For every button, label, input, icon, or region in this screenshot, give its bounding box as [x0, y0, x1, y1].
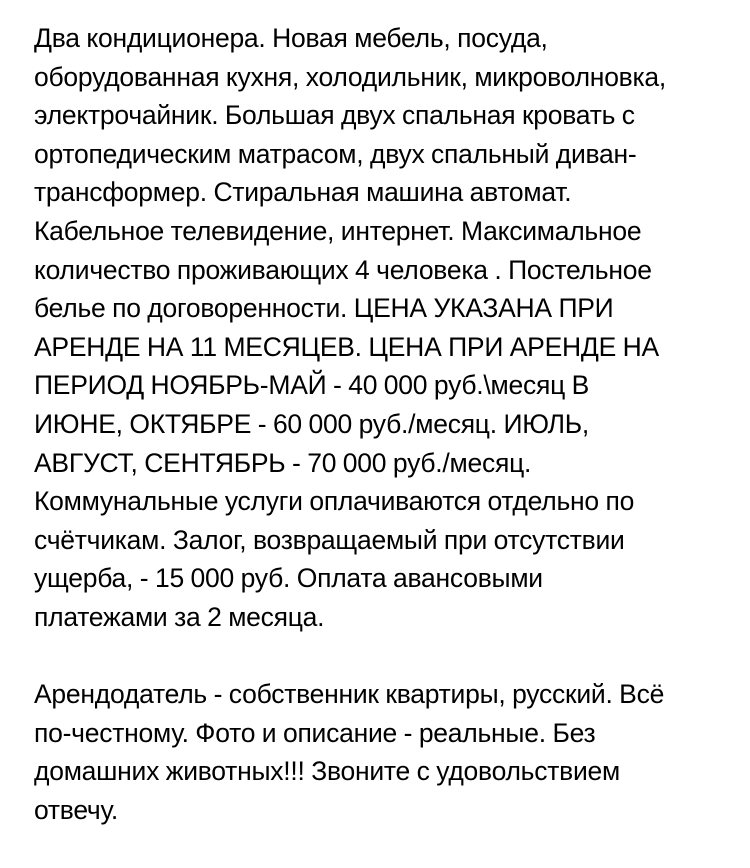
- text-line: отвечу.: [34, 794, 118, 825]
- text-line: ПЕРИОД НОЯБРЬ-МАЙ - 40 000 руб.\месяц В: [34, 370, 590, 401]
- paragraph-gap: [34, 637, 730, 676]
- text-line: Кабельное телевидение, интернет. Максимальное: [34, 215, 642, 246]
- text-line: ущерба, - 15 000 руб. Оплата авансовыми: [34, 563, 543, 594]
- text-line: оборудованная кухня, холодильник, микроволновка,: [34, 61, 667, 92]
- text-line: трансформер. Стиральная машина автомат.: [34, 177, 572, 208]
- text-line: АВГУСТ, СЕНТЯБРЬ - 70 000 руб./месяц.: [34, 447, 532, 478]
- text-line: электрочайник. Большая двух спальная кровать с: [34, 100, 635, 131]
- text-line: по-честному. Фото и описание - реальные. Без: [34, 717, 596, 748]
- text-line: платежами за 2 месяца.: [34, 601, 325, 632]
- description-paragraph-landlord: [34, 675, 730, 829]
- text-line: АРЕНДЕ НА 11 МЕСЯЦЕВ. ЦЕНА ПРИ АРЕНДЕ НА: [34, 331, 659, 362]
- text-line: Арендодатель - собственник квартиры, русский. Всё: [34, 679, 665, 710]
- text-line: белье по договоренности. ЦЕНА УКАЗАНА ПРИ: [34, 293, 614, 324]
- text-line: Коммунальные услуги оплачиваются отдельно по: [34, 486, 635, 517]
- text-line: счётчикам. Залог, возвращаемый при отсутствии: [34, 524, 625, 555]
- text-line: количество проживающих 4 человека . Постельное: [34, 254, 652, 285]
- text-line: Два кондиционера. Новая мебель, посуда,: [34, 23, 548, 53]
- description-paragraph-amenities-and-prices: [34, 19, 730, 637]
- text-line: домашних животных!!! Звоните с удовольствием: [34, 756, 620, 787]
- text-line: ортопедическим матрасом, двух спальный диван-: [34, 138, 637, 169]
- text-line: ИЮНЕ, ОКТЯБРЕ - 60 000 руб./месяц. ИЮЛЬ,: [34, 408, 589, 439]
